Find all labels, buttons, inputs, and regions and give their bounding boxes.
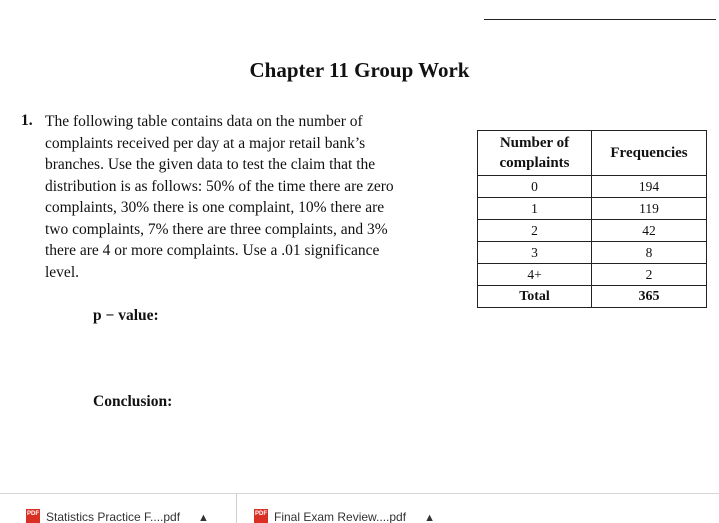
pvalue-label <box>93 307 159 325</box>
conclusion-label: Conclusion: <box>93 393 173 410</box>
table-cell: 2 <box>478 220 592 242</box>
table-row <box>478 220 707 242</box>
question-line: two complaints, 7% there are three complaints, and 3% <box>45 220 388 238</box>
question-line: distribution is as follows: 50% of the time there are zero <box>45 177 394 195</box>
chevron-up-icon[interactable]: ▲ <box>198 512 209 523</box>
column-header-frequencies: Frequencies <box>592 131 707 176</box>
table-cell: 3 <box>478 242 592 264</box>
table-row <box>478 242 707 264</box>
pvalue-label-text: p − value: <box>93 307 159 324</box>
table-cell: 119 <box>592 198 707 220</box>
table-row <box>478 198 707 220</box>
column-header-complaints: Number of complaints <box>478 131 592 176</box>
question-number: 1. <box>21 112 33 129</box>
pdf-icon: PDF <box>26 509 40 523</box>
table-cell: 8 <box>592 242 707 264</box>
question-line: The following table contains data on the number of <box>45 113 363 130</box>
table-total-row <box>478 286 707 308</box>
table-cell: 2 <box>592 264 707 286</box>
table-row <box>478 264 707 286</box>
table-cell: 1 <box>478 198 592 220</box>
total-label: Total <box>478 286 592 308</box>
table-header-row <box>478 131 707 176</box>
download-bar <box>0 493 719 523</box>
table-row <box>478 176 707 198</box>
question-line: branches. Use the given data to test the claim that the <box>45 156 376 173</box>
download-item[interactable] <box>254 509 435 523</box>
question-line: complaints received per day at a major retail bank’s <box>45 134 366 152</box>
table-cell: 42 <box>592 220 707 242</box>
question-line: there are 4 or more complaints. Use a .01 significance <box>45 242 380 259</box>
header-rule <box>484 19 716 20</box>
page-title: Chapter 11 Group Work <box>249 58 470 82</box>
question-line: level. <box>45 263 79 281</box>
table-cell: 4+ <box>478 264 592 286</box>
question-text <box>45 111 465 283</box>
pdf-icon: PDF <box>254 509 268 523</box>
table-cell: 0 <box>478 176 592 198</box>
download-separator <box>236 494 237 523</box>
download-filename: Statistics Practice F....pdf <box>46 510 181 523</box>
chevron-up-icon[interactable]: ▲ <box>424 512 435 523</box>
download-item[interactable] <box>26 509 209 523</box>
table-cell: 194 <box>592 176 707 198</box>
download-filename: Final Exam Review....pdf <box>274 510 407 523</box>
question-line: complaints, 30% there is one complaint, 10% there are <box>45 199 385 216</box>
total-value: 365 <box>592 286 707 308</box>
frequency-table <box>477 130 707 308</box>
